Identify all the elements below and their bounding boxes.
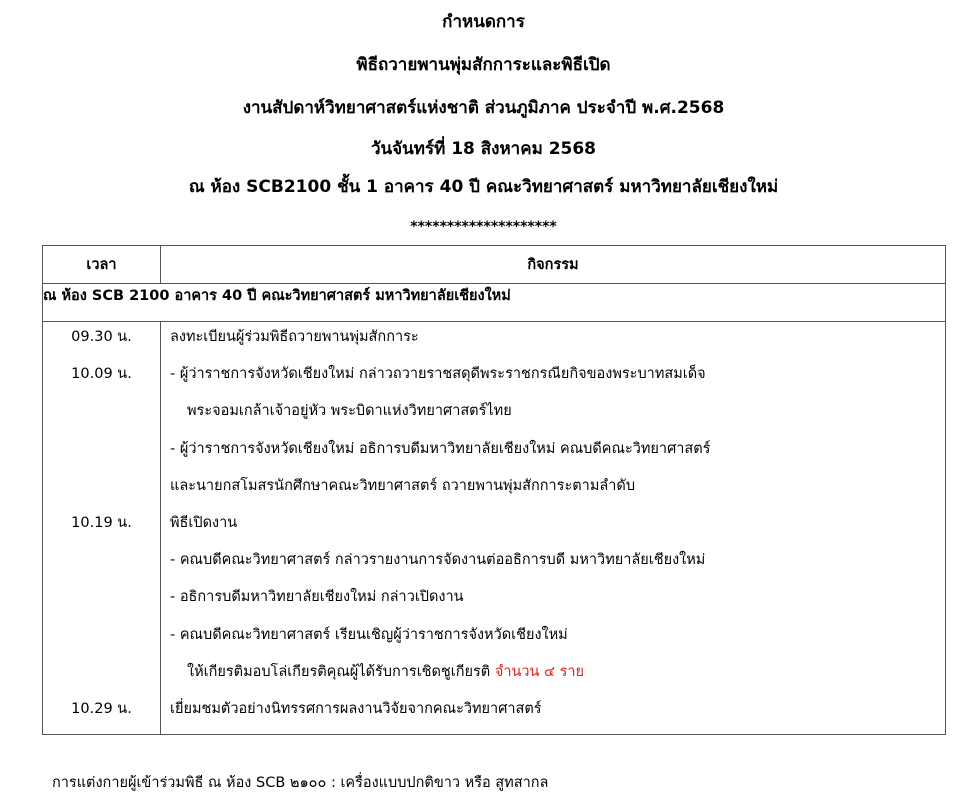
location-row xyxy=(43,284,946,322)
activity-cell: - ผู้ว่าราชการจังหวัดเชียงใหม่ อธิการบดีมหาวิทยาลัยเชียงใหม่ คณบดีคณะวิทยาศาสตร์ xyxy=(161,437,946,474)
event-date: วันจันทร์ที่ 18 สิงหาคม 2568 xyxy=(370,139,597,159)
time-cell: 10.09 น. xyxy=(43,362,161,399)
time-cell xyxy=(43,474,161,511)
activity-cell: ลงทะเบียนผู้ร่วมพิธีถวายพานพุ่มสักการะ xyxy=(161,322,946,363)
table-row xyxy=(43,660,946,697)
activity-text: ให้เกียรติมอบโล่เกียรติคุณผู้ได้รับการเชิดชูเกียรติ xyxy=(187,663,491,680)
dress-code-note: การแต่งกายผู้เข้าร่วมพิธี ณ ห้อง SCB ๒๑๐๐ : เครื่องแบบปกติขาว หรือ สูทสากล xyxy=(52,775,549,791)
event-title: งานสัปดาห์วิทยาศาสตร์แห่งชาติ ส่วนภูมิภาค ประจำปี พ.ศ.2568 xyxy=(242,98,725,118)
table-row xyxy=(43,511,946,548)
table-header-row xyxy=(43,246,946,284)
ceremony-title: พิธีถวายพานพุ่มสักการะและพิธีเปิด xyxy=(356,55,611,75)
table-row xyxy=(43,697,946,735)
document-title: กำหนดการ xyxy=(442,12,525,32)
activity-cell: เยี่ยมชมตัวอย่างนิทรรศการผลงานวิจัยจากคณะวิทยาศาสตร์ xyxy=(161,697,946,735)
time-cell: 10.19 น. xyxy=(43,511,161,548)
time-cell xyxy=(43,548,161,585)
table-row xyxy=(43,437,946,474)
time-cell xyxy=(43,585,161,622)
time-cell xyxy=(43,660,161,697)
table-row xyxy=(43,362,946,399)
activity-cell: พระจอมเกล้าเจ้าอยู่หัว พระบิดาแห่งวิทยาศาสตร์ไทย xyxy=(161,399,946,436)
table-row xyxy=(43,322,946,363)
table-row xyxy=(43,623,946,660)
time-cell xyxy=(43,623,161,660)
location-heading: ณ ห้อง SCB 2100 อาคาร 40 ปี คณะวิทยาศาสตร์ มหาวิทยาลัยเชียงใหม่ xyxy=(43,284,946,322)
time-cell: 09.30 น. xyxy=(43,322,161,363)
time-cell xyxy=(43,399,161,436)
table-row xyxy=(43,474,946,511)
column-header-time: เวลา xyxy=(43,246,161,284)
activity-cell: - ผู้ว่าราชการจังหวัดเชียงใหม่ กล่าวถวายราชสดุดีพระราชกรณียกิจของพระบาทสมเด็จ xyxy=(161,362,946,399)
award-count-highlight: จำนวน ๔ ราย xyxy=(494,663,585,680)
time-cell xyxy=(43,437,161,474)
activity-cell xyxy=(161,660,946,697)
table-row xyxy=(43,548,946,585)
schedule-table xyxy=(42,245,946,735)
event-venue: ณ ห้อง SCB2100 ชั้น 1 อาคาร 40 ปี คณะวิทยาศาสตร์ มหาวิทยาลัยเชียงใหม่ xyxy=(188,177,779,197)
time-cell: 10.29 น. xyxy=(43,697,161,735)
table-row xyxy=(43,585,946,622)
table-row xyxy=(43,399,946,436)
column-header-activity: กิจกรรม xyxy=(161,246,946,284)
activity-cell: - คณบดีคณะวิทยาศาสตร์ กล่าวรายงานการจัดงานต่ออธิการบดี มหาวิทยาลัยเชียงใหม่ xyxy=(161,548,946,585)
activity-cell: - อธิการบดีมหาวิทยาลัยเชียงใหม่ กล่าวเปิดงาน xyxy=(161,585,946,622)
activity-cell: พิธีเปิดงาน xyxy=(161,511,946,548)
activity-cell: และนายกสโมสรนักศึกษาคณะวิทยาศาสตร์ ถวายพานพุ่มสักการะตามลำดับ xyxy=(161,474,946,511)
activity-cell: - คณบดีคณะวิทยาศาสตร์ เรียนเชิญผู้ว่าราชการจังหวัดเชียงใหม่ xyxy=(161,623,946,660)
separator: ******************** xyxy=(410,219,557,235)
